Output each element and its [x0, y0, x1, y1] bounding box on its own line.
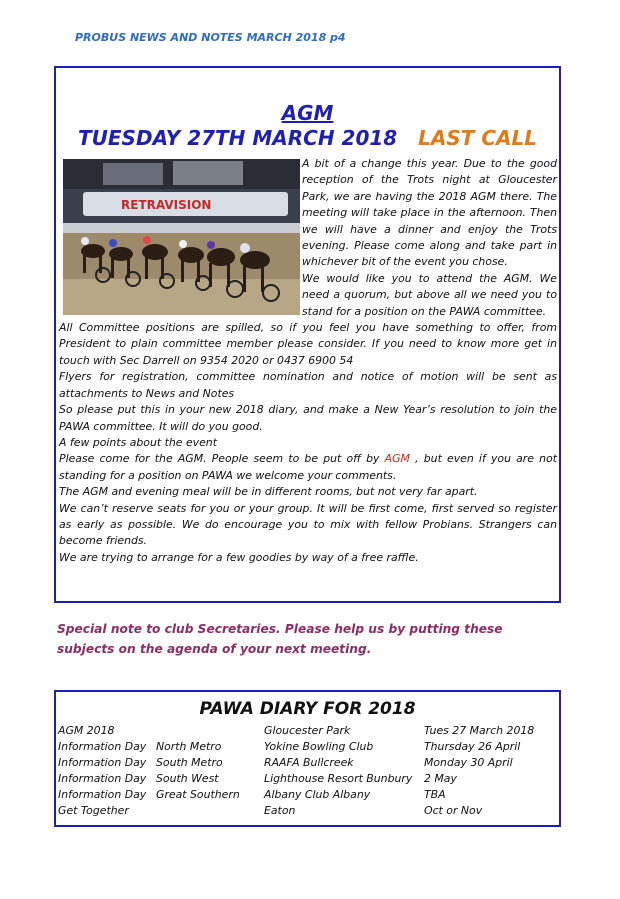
diary-venue: Eaton: [264, 804, 296, 817]
agm-point-text: Please come for the AGM. People seem to be put off by: [59, 452, 385, 466]
diary-date: Thursday 26 April: [424, 740, 521, 753]
agm-point: [59, 451, 557, 484]
diary-row: [56, 788, 559, 804]
agm-paragraph: All Committee positions are spilled, so if you feel you have something to offer, from President to plain committee member please consider. If you need to know more get in touch with Sec Darrell on 9354 2020 or 0437 6900 54: [59, 321, 557, 367]
diary-row: [56, 804, 559, 820]
diary-row: [56, 724, 559, 740]
agm-date: TUESDAY 27TH MARCH 2018: [78, 126, 398, 150]
diary-date: 2 May: [424, 772, 457, 785]
page-header: PROBUS NEWS AND NOTES MARCH 2018 p4: [75, 31, 346, 44]
agm-paragraph: We would like you to attend the AGM. We need a quorum, but above all we need you to stand for a position on the PAWA committee.: [302, 271, 557, 318]
diary-event: Information Day: [58, 740, 147, 753]
diary-event: Information Day: [58, 772, 147, 785]
diary-event: Information Day: [58, 788, 147, 801]
agm-paragraph: A few points about the event: [59, 435, 217, 449]
diary-section: [54, 690, 561, 827]
diary-area: South Metro: [156, 756, 223, 769]
agm-point-text: , but even if you are not standing for a position on PAWA we welcome your comments.: [59, 452, 557, 482]
agm-paragraph: A bit of a change this year. Due to the good reception of the Trots night at Gloucester Park, we are having the 2018 AGM there. The meeting will take place in the afternoon. Then we will have a dinner and enjoy the Trots evening. Please come along and take part in whichever bit of the event you chose.: [302, 157, 557, 269]
diary-area: South West: [156, 772, 219, 785]
diary-date: Tues 27 March 2018: [424, 724, 535, 737]
diary-event: Information Day: [58, 756, 147, 769]
photo-spacer: [59, 156, 302, 320]
diary-area: North Metro: [156, 740, 222, 753]
diary-date: Monday 30 April: [424, 756, 513, 769]
diary-venue: Albany Club Albany: [264, 788, 371, 801]
diary-date: Oct or Nov: [424, 804, 483, 817]
diary-event: Get Together: [58, 804, 129, 817]
diary-venue: Yokine Bowling Club: [264, 740, 374, 753]
agm-body: [59, 156, 557, 566]
last-call-label: LAST CALL: [418, 126, 537, 150]
agm-title: AGM: [281, 101, 334, 125]
diary-venue: Gloucester Park: [264, 724, 351, 737]
billboard-text: RETRAVISION: [121, 198, 212, 212]
diary-venue: RAAFA Bullcreek: [264, 756, 354, 769]
diary-event: AGM 2018: [58, 724, 115, 737]
agm-subtitle: [56, 126, 559, 150]
diary-title: PAWA DIARY FOR 2018: [199, 699, 416, 719]
diary-row: [56, 740, 559, 756]
diary-venue: Lighthouse Resort Bunbury: [264, 772, 413, 785]
diary-area: Great Southern: [156, 788, 240, 801]
agm-highlight: AGM: [384, 452, 410, 466]
agm-section: [54, 66, 561, 603]
diary-row: [56, 772, 559, 788]
agm-paragraph: Flyers for registration, committee nomination and notice of motion will be sent as attachments to News and Notes: [59, 370, 557, 400]
diary-date: TBA: [424, 788, 446, 801]
special-note: Special note to club Secretaries. Please help us by putting these subjects on the agenda of your next meeting.: [57, 622, 503, 656]
agm-point: We are trying to arrange for a few goodies by way of a free raffle.: [59, 550, 419, 564]
agm-paragraph: So please put this in your new 2018 diary, and make a New Year’s resolution to join the PAWA committee. It will do you good.: [59, 403, 557, 433]
diary-row: [56, 756, 559, 772]
agm-point: The AGM and evening meal will be in different rooms, but not very far apart.: [59, 485, 478, 499]
agm-point: We can’t reserve seats for you or your group. It will be first come, first served so register as early as possible. We do encourage you to mix with fellow Probians. Strangers can become friends.: [59, 501, 557, 548]
